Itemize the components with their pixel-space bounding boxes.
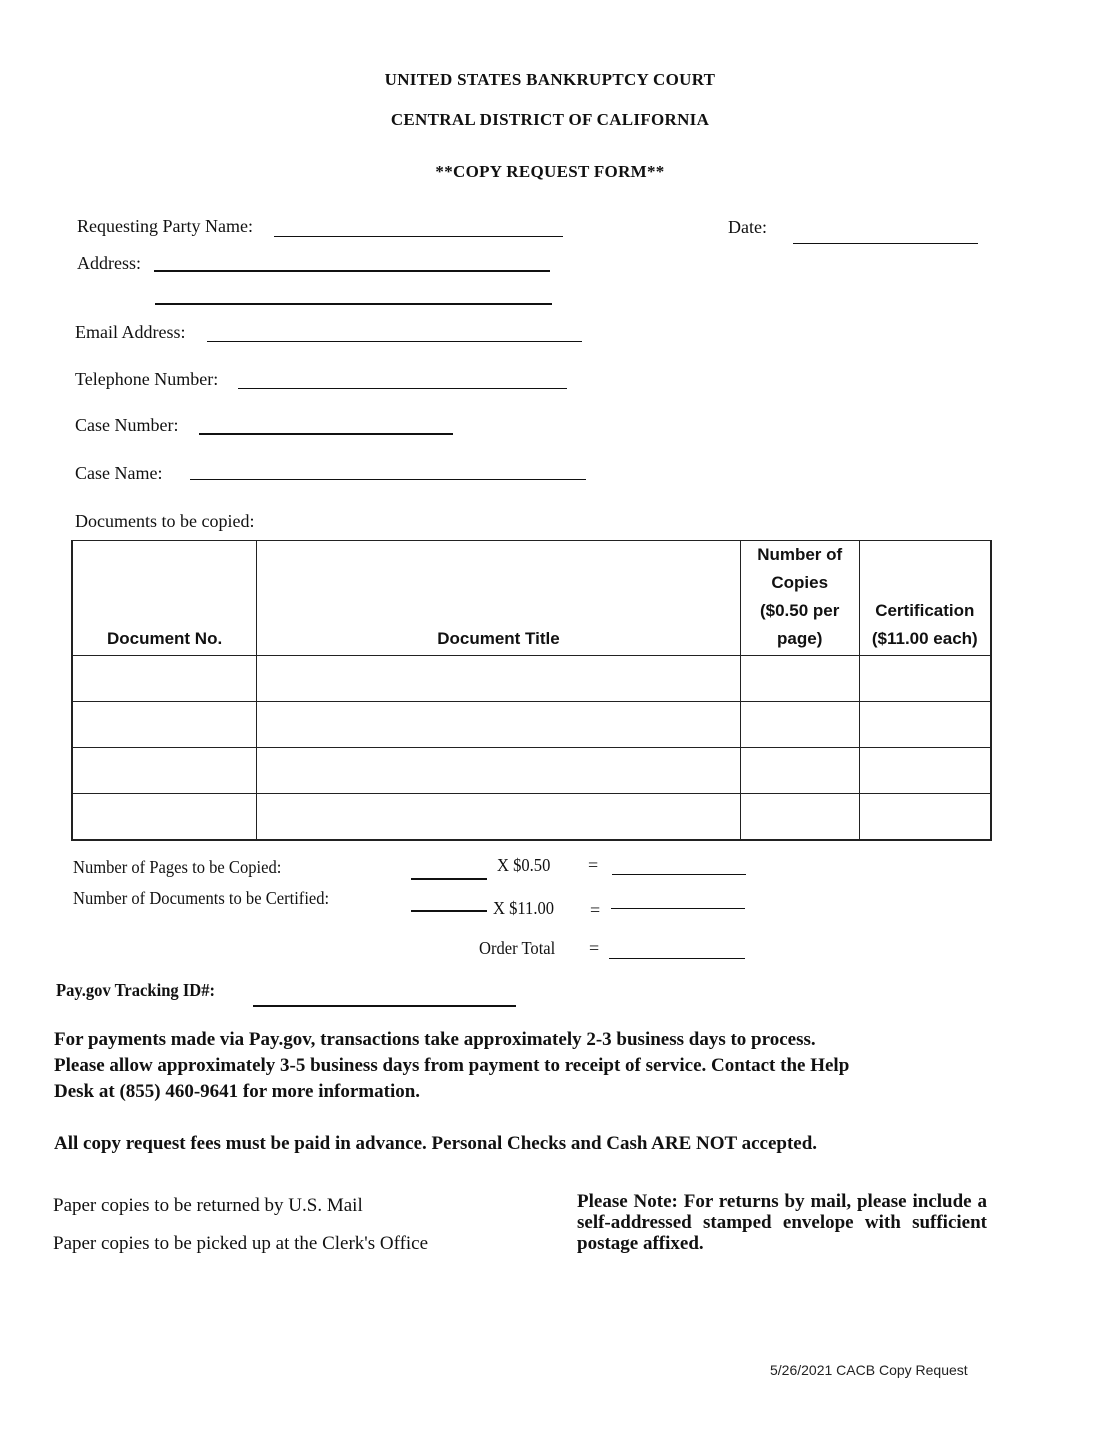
pages-count-field[interactable]	[411, 878, 487, 880]
please-note: Please Note: For returns by mail, please include a self-addressed stamped envelope with sufficient postage affixed.	[577, 1191, 987, 1254]
return-by-mail-option[interactable]: Paper copies to be returned by U.S. Mail	[53, 1195, 363, 1216]
tracking-id-label: Pay.gov Tracking ID#:	[56, 980, 216, 1000]
footer-revision: 5/26/2021 CACB Copy Request	[770, 1362, 968, 1378]
column-header-document-title: Document Title	[257, 541, 741, 656]
document-no-cell[interactable]	[72, 748, 257, 794]
docs-certified-label: Number of Documents to be Certified:	[73, 888, 330, 908]
order-total-equals: =	[589, 938, 600, 958]
payment-note-line: Desk at (855) 460-9641 for more information.	[54, 1081, 421, 1102]
copies-cell[interactable]	[740, 656, 859, 702]
pages-to-copy-label: Number of Pages to be Copied:	[73, 857, 282, 877]
order-total-field[interactable]	[609, 958, 745, 959]
documents-table	[71, 540, 992, 841]
district-name: CENTRAL DISTRICT OF CALIFORNIA	[390, 110, 710, 129]
payment-note-line: For payments made via Pay.gov, transactions take approximately 2-3 business days to process.	[54, 1029, 816, 1050]
court-name: UNITED STATES BANKRUPTCY COURT	[384, 70, 716, 89]
document-title-cell[interactable]	[257, 702, 741, 748]
document-no-cell[interactable]	[72, 656, 257, 702]
email-label: Email Address:	[75, 322, 186, 342]
copies-cell[interactable]	[740, 702, 859, 748]
pages-total-field[interactable]	[612, 874, 746, 875]
address-field-line2[interactable]	[155, 303, 552, 305]
case-number-label: Case Number:	[75, 415, 179, 435]
copies-cell[interactable]	[740, 794, 859, 841]
table-row	[72, 748, 991, 794]
payment-note	[54, 1027, 1054, 1105]
column-header-document-no: Document No.	[72, 541, 257, 656]
payment-note-line: Please allow approximately 3-5 business days from payment to receipt of service. Contact the Help	[54, 1055, 850, 1076]
docs-total-field[interactable]	[611, 908, 745, 909]
certification-header-line: Certification	[875, 601, 975, 620]
pages-rate: X $0.50	[497, 855, 551, 875]
certification-cell[interactable]	[859, 748, 991, 794]
case-number-field[interactable]	[199, 433, 453, 435]
certification-cell[interactable]	[859, 656, 991, 702]
copies-header-line: page)	[777, 629, 823, 648]
advance-payment-note: All copy request fees must be paid in advance. Personal Checks and Cash ARE NOT accepted.	[54, 1133, 818, 1154]
telephone-field[interactable]	[238, 388, 567, 389]
documents-label: Documents to be copied:	[75, 511, 255, 531]
copies-cell[interactable]	[740, 748, 859, 794]
certification-header-line: ($11.00 each)	[871, 629, 978, 648]
tracking-id-field[interactable]	[253, 1005, 516, 1007]
document-title-cell[interactable]	[257, 794, 741, 841]
table-row	[72, 794, 991, 841]
certification-cell[interactable]	[859, 702, 991, 748]
order-total-label: Order Total	[479, 938, 556, 958]
column-header-number-of-copies	[740, 541, 859, 656]
pickup-at-clerk-option[interactable]: Paper copies to be picked up at the Clerk's Office	[53, 1233, 429, 1254]
document-title-cell[interactable]	[257, 748, 741, 794]
case-name-field[interactable]	[190, 479, 586, 480]
copies-header-line: Copies	[771, 573, 829, 592]
column-header-certification	[859, 541, 991, 656]
case-name-label: Case Name:	[75, 463, 163, 483]
address-label: Address:	[77, 253, 141, 273]
document-title-cell[interactable]	[257, 656, 741, 702]
telephone-label: Telephone Number:	[75, 369, 219, 389]
form-title: **COPY REQUEST FORM**	[435, 162, 665, 181]
requesting-party-label: Requesting Party Name:	[77, 216, 253, 236]
document-no-cell[interactable]	[72, 794, 257, 841]
docs-equals: =	[590, 900, 601, 920]
docs-rate: X $11.00	[493, 898, 555, 918]
date-field[interactable]	[793, 243, 978, 244]
copies-header-line: ($0.50 per	[759, 601, 840, 620]
requesting-party-field[interactable]	[274, 236, 563, 237]
pages-equals: =	[588, 855, 599, 875]
date-label: Date:	[728, 217, 767, 237]
table-row	[72, 702, 991, 748]
document-no-cell[interactable]	[72, 702, 257, 748]
table-header-row	[72, 541, 991, 656]
table-row	[72, 656, 991, 702]
docs-count-field[interactable]	[411, 910, 487, 912]
certification-cell[interactable]	[859, 794, 991, 841]
email-field[interactable]	[207, 341, 582, 342]
address-field-line1[interactable]	[154, 270, 550, 272]
copies-header-line: Number of	[757, 545, 843, 564]
